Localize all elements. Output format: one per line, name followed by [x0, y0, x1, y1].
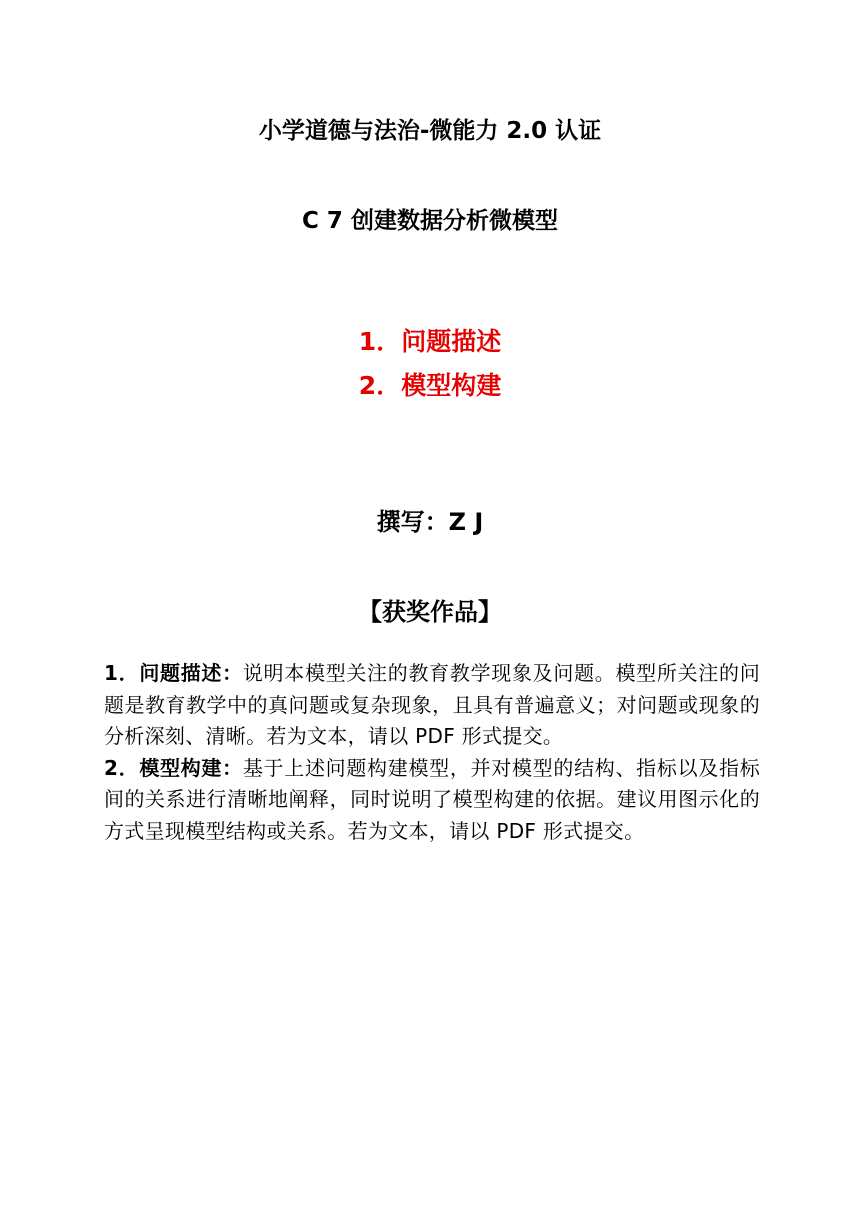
body-text [104, 658, 760, 847]
document-subtitle: C 7 创建数据分析微模型 [302, 208, 558, 234]
award-label: 【获奖作品】 [358, 598, 502, 626]
outline-item-model-construction: 2．模型构建 [358, 371, 502, 400]
paragraph-heading: 2．模型构建： [104, 755, 243, 780]
outline-item-problem-description: 1．问题描述 [358, 327, 502, 356]
outline-list [0, 320, 860, 408]
author-line: 撰写：Z J [376, 508, 484, 536]
paragraph-text: 说明本模型关注的教育教学现象及问题。模型所关注的问题是教育教学中的真问题或复杂现象，且具有普遍意义；对问题或现象的分析深刻、清晰。若为文本，请以 PDF 形式提交。 [104, 661, 760, 748]
paragraph-problem-description [104, 658, 760, 753]
paragraph-model-construction [104, 753, 760, 848]
paragraph-heading: 1．问题描述： [104, 661, 243, 685]
paragraph-text: 基于上述问题构建模型，并对模型的结构、指标以及指标间的关系进行清晰地阐释，同时说明了模型构建的依据。建议用图示化的方式呈现模型结构或关系。若为文本，请以 PDF 形式提交。 [104, 755, 760, 843]
document-title: 小学道德与法治-微能力 2.0 认证 [258, 118, 602, 144]
